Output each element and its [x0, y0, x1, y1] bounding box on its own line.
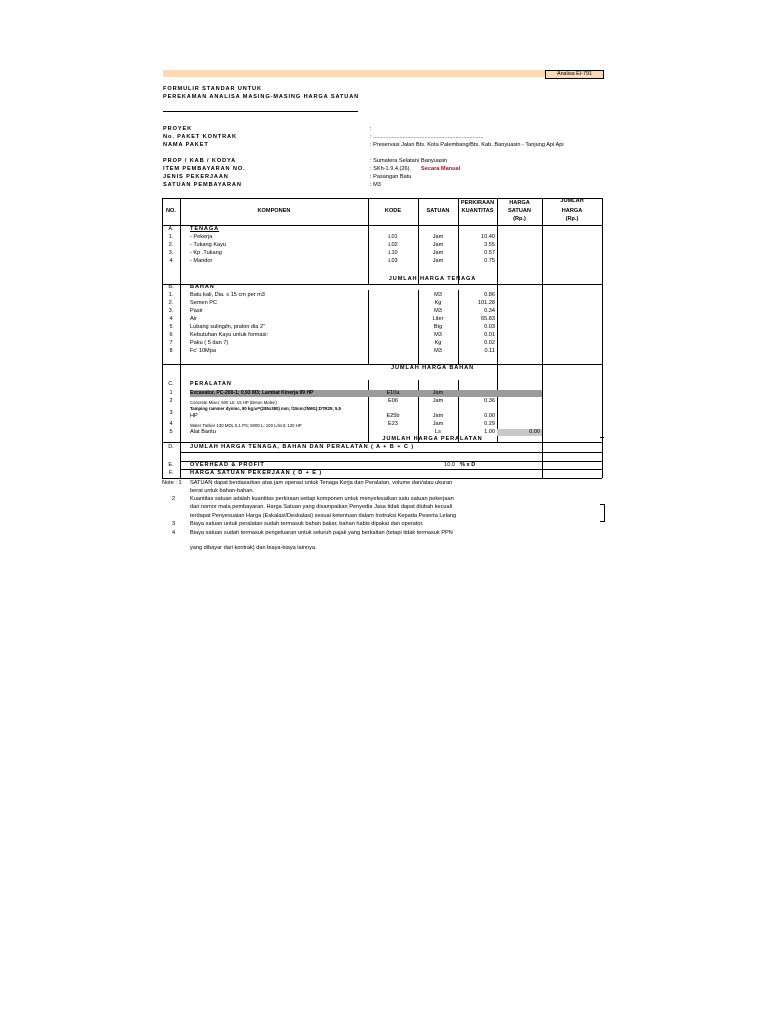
- header-jumlah-2: HARGA: [561, 208, 583, 214]
- header-kode: KODE: [384, 208, 402, 214]
- item-label: ITEM PEMBAYARAN NO.: [163, 166, 246, 172]
- list-item: L02: [388, 242, 398, 248]
- list-item: - Kp .Tukang: [190, 250, 222, 256]
- list-item: - Pekerja: [190, 234, 213, 240]
- list-item: 0.00: [529, 429, 540, 435]
- list-item: 4: [169, 258, 173, 264]
- prop-label: PROP / KAB / KODYA: [163, 158, 237, 164]
- list-item: 0.34: [484, 308, 495, 314]
- list-item: 0.36: [484, 398, 495, 404]
- list-item: 0.03: [484, 324, 495, 330]
- title-underline: [163, 111, 358, 112]
- section-e-label: OVERHEAD & PROFIT: [190, 462, 265, 468]
- list-item: Jam: [432, 413, 444, 419]
- list-item: 0.02: [484, 340, 495, 346]
- list-item: 3.: [168, 308, 174, 314]
- section-b-total: JUMLAH HARGA BAHAN: [390, 365, 475, 371]
- list-item: Semen PC: [190, 300, 218, 306]
- list-item: 3.: [168, 250, 174, 256]
- list-item: - Tukang Kayu: [190, 242, 227, 248]
- item-note: Secara Manual: [421, 166, 461, 172]
- note-1-line-2: berat untuk bahan-bahan.: [190, 488, 255, 494]
- list-item: 2.: [168, 242, 174, 248]
- list-item: E10a: [386, 390, 400, 396]
- note-4-number: 4: [172, 530, 176, 536]
- jenis-label: JENIS PEKERJAAN: [163, 174, 229, 180]
- list-item: Jam: [432, 242, 444, 248]
- form-title-line-2: PEREKAMAN ANALISA MASING-MASING HARGA SATUAN: [163, 94, 360, 100]
- list-item: 1: [169, 390, 173, 396]
- list-item: M3: [434, 332, 442, 338]
- jenis-value: : Pasangan Batu: [370, 174, 412, 180]
- overhead-percent: 10.0: [444, 462, 455, 468]
- list-item: Tamping rammer dynmc, 80 kg;w=(285x380) mm; f15cm;f5MG);DTR25; 5,5: [190, 406, 341, 411]
- satuan-label: SATUAN PEMBAYARAN: [163, 182, 242, 188]
- paket-label: No. PAKET KONTRAK: [163, 134, 237, 140]
- list-item: 0.57: [484, 250, 495, 256]
- list-item: 10.40: [481, 234, 495, 240]
- list-item: 101.28: [477, 300, 495, 306]
- list-item: 1.00: [484, 429, 495, 435]
- note-4-line-2: yang dibayar dari kontrak) dan biaya-biaya lainnya.: [190, 545, 317, 551]
- analysis-code-badge: Analisa EI-791: [545, 70, 604, 79]
- note-2-line-2: dari nomor mata pembayaran. Harga Satuan yang disampaikan Penyedia Jasa tidak dapat diubah kecuali: [190, 504, 453, 510]
- list-item: Jam: [432, 421, 444, 427]
- prop-value: : Sumatera Selatan/ Banyuasin: [370, 158, 448, 164]
- proyek-value: :: [370, 126, 372, 132]
- list-item: 0.11: [484, 348, 495, 354]
- list-item: M3: [434, 308, 442, 314]
- header-harga-3: (Rp.): [513, 216, 526, 222]
- header-komponen: KOMPONEN: [257, 208, 291, 214]
- list-item: Pasir: [190, 308, 203, 314]
- header-harga-1: HARGA: [509, 200, 530, 206]
- header-jumlah-1: JUMLAH: [560, 198, 584, 204]
- list-item: Kg: [434, 340, 442, 346]
- list-item: 1.: [168, 292, 174, 298]
- list-item: E23: [388, 421, 398, 427]
- note-4-line-1: Biaya satuan sudah termasuk pengeluaran untuk seluruh pajak yang berkaitan (tetapi tidak termasuk PPN: [190, 530, 453, 536]
- section-b-letter: B.: [168, 284, 174, 290]
- section-d-letter: D.: [168, 444, 174, 450]
- list-item: 0.75: [484, 258, 495, 264]
- list-item: E06: [388, 398, 398, 404]
- list-item: Jam: [432, 390, 444, 396]
- margin-bracket: [600, 504, 605, 522]
- list-item: Btg: [433, 324, 443, 330]
- paket-value: : .......................................................................: [370, 134, 484, 140]
- list-item: Jam: [432, 234, 444, 240]
- list-item: L03: [388, 258, 398, 264]
- overhead-formula: % x D: [460, 462, 476, 468]
- list-item: Fc' 10Mpa: [190, 348, 216, 354]
- section-a-letter: A.: [168, 226, 174, 232]
- nama-paket-label: NAMA PAKET: [163, 142, 209, 148]
- list-item: 8: [169, 348, 173, 354]
- list-item: 1.: [168, 234, 174, 240]
- form-title-line-1: FORMULIR STANDAR UNTUK: [163, 86, 262, 92]
- header-harga-2: SATUAN: [508, 208, 531, 214]
- list-item: Air: [190, 316, 197, 322]
- note-1-line-1: SATUAN dapat berdasarkan atas jam operasi untuk Tenaga Kerja dan Peralatan, volume dan/atau ukuran: [190, 480, 453, 486]
- note-3-number: 3: [172, 521, 176, 527]
- header-kuantitas-2: KUANTITAS: [461, 208, 494, 214]
- header-satuan: SATUAN: [426, 208, 450, 214]
- list-item: 2: [169, 398, 173, 404]
- satuan-value: : M3: [370, 182, 381, 188]
- section-d-label: JUMLAH HARGA TENAGA, BAHAN DAN PERALATAN ( A + B + C ): [190, 444, 414, 450]
- notes-prefix: Note : 1: [162, 480, 182, 486]
- list-item: Excavator, PC-200-1; 0,93 M3; Lambat Kinerja 99 HP: [190, 390, 314, 396]
- list-item: 6: [169, 332, 173, 338]
- proyek-label: PROYEK: [163, 126, 193, 132]
- margin-mark: [600, 437, 604, 438]
- list-item: Batu kali, Dia. ≤ 15 cm per m3: [190, 292, 265, 298]
- list-item: 7: [169, 340, 173, 346]
- list-item: L10: [388, 250, 398, 256]
- header-jumlah-3: (Rp.): [565, 216, 579, 222]
- list-item: - Mandor: [190, 258, 213, 264]
- list-item: Water Tanker 130 MDL 5,1 PS; 5000 L; 100 L/mnt; 130 HP: [190, 423, 302, 428]
- list-item: 5: [169, 429, 173, 435]
- list-item: Jam: [432, 258, 444, 264]
- header-bar: [163, 70, 603, 77]
- header-kuantitas-1: PERKIRAAN: [460, 200, 495, 206]
- list-item: Jam: [432, 250, 444, 256]
- list-item: 3: [169, 410, 173, 416]
- section-a-title: TENAGA: [190, 226, 220, 232]
- list-item: Ls: [435, 429, 441, 435]
- list-item: Paku ( 5 dan 7): [190, 340, 229, 346]
- list-item: 4: [169, 316, 173, 322]
- section-a-total: JUMLAH HARGA TENAGA: [388, 276, 477, 282]
- section-f-label: HARGA SATUAN PEKERJAAN ( D + E ): [190, 470, 323, 476]
- list-item: 3.55: [484, 242, 495, 248]
- list-item: M3: [434, 292, 442, 298]
- list-item: 0.01: [484, 332, 495, 338]
- list-item: Kebutuhan Kayu untuk formasi:: [190, 332, 269, 338]
- list-item: Liter: [432, 316, 444, 322]
- list-item: 2.: [168, 300, 174, 306]
- note-3-line-1: Biaya satuan untuk peralatan sudah termasuk bahan bakar, bahan habis dipakai dan operator.: [190, 521, 424, 527]
- section-c-total: JUMLAH HARGA PERALATAN: [382, 436, 483, 442]
- note-2-line-3: terdapat Penyesuaian Harga (Eskalasi/Deskalasi) sesuai ketentuan dalam Instruksi Kepada Peserta Lelang: [190, 513, 457, 519]
- section-b-title: BAHAN: [190, 284, 215, 290]
- note-2-line-1: Kuantitas satuan adalah kuantitas perkiraan setiap komponen untuk menyelesaikan satu satuan pekerjaan: [190, 496, 454, 502]
- list-item: Jam: [432, 398, 444, 404]
- header-no: NO.: [166, 208, 176, 214]
- list-item: Kg: [434, 300, 442, 306]
- list-item: Concrete Mixer, 500 Ltr. 15 HP (Beton Molen): [190, 400, 277, 405]
- list-item: 0.29: [484, 421, 495, 427]
- section-c-title: PERALATAN: [190, 381, 232, 387]
- list-item: 4: [169, 421, 173, 427]
- list-item: HP: [190, 413, 198, 419]
- section-e-letter: E.: [168, 462, 174, 468]
- list-item: E25b: [386, 413, 400, 419]
- list-item: 0.86: [484, 292, 495, 298]
- list-item: Alat Bantu: [190, 429, 216, 435]
- list-item: Lubang suling∂n, pralon dia 2": [190, 324, 266, 330]
- list-item: 5: [169, 324, 173, 330]
- nama-paket-value: : Preservasi Jalan Bts. Kota Palembang/Bts. Kab. Banyuasin - Tanjung Api Api: [370, 142, 564, 148]
- section-f-letter: F.: [168, 470, 174, 476]
- section-c-letter: C.: [168, 381, 174, 387]
- list-item: M3: [434, 348, 442, 354]
- item-value: : SKh-1.9.4.(26): [370, 166, 410, 172]
- list-item: 0.00: [484, 413, 495, 419]
- note-2-number: 2: [172, 496, 176, 502]
- list-item: L01: [388, 234, 398, 240]
- list-item: 65.83: [481, 316, 495, 322]
